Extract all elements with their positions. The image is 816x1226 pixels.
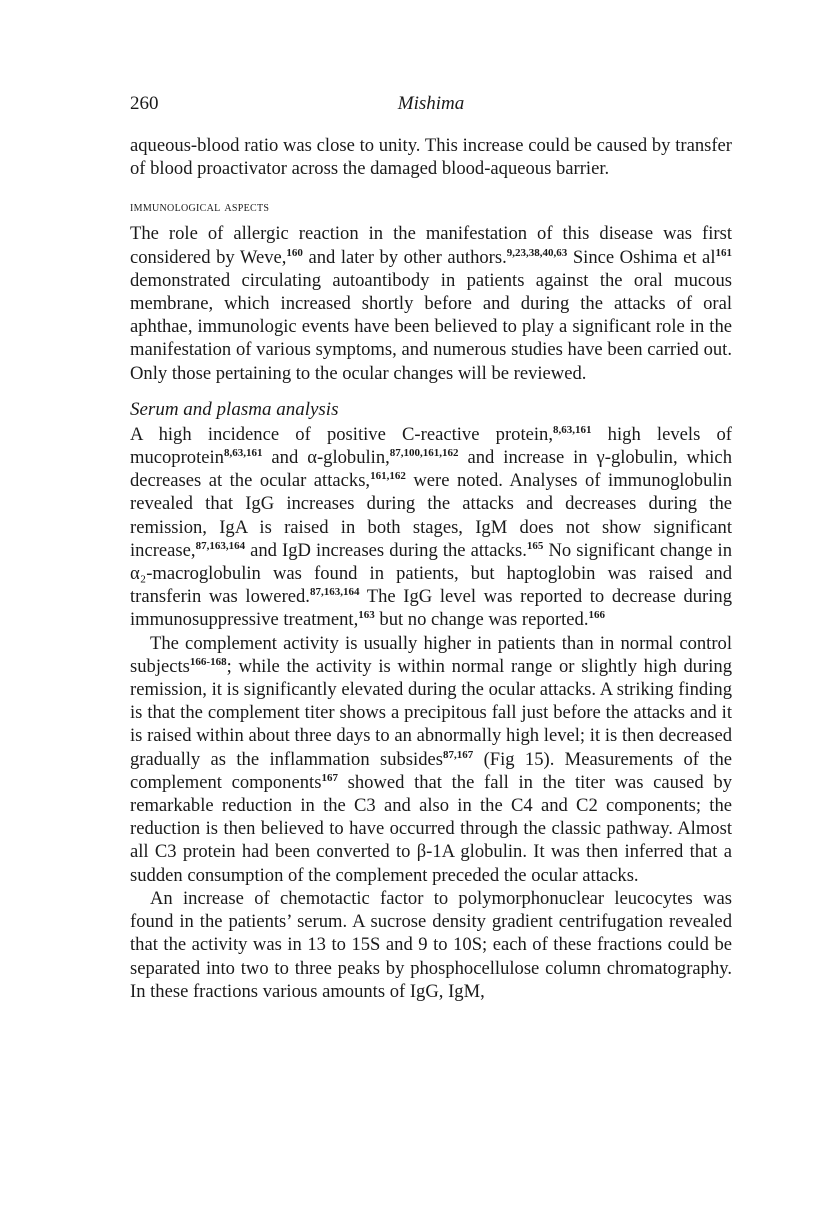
reference-superscript: 163 [358,609,375,622]
reference-superscript: 87,100,161,162 [389,446,459,459]
running-head [130,88,732,118]
text-run: and IgD increases during the attacks. [245,539,527,561]
reference-superscript: 87,163,164 [309,586,360,599]
reference-superscript: 161,162 [370,470,406,483]
paragraph-serum-analysis [130,423,732,632]
paragraph-complement-activity [130,632,732,887]
paragraph-immunological-intro [130,222,732,384]
running-title: Mishima [397,93,465,114]
text-run: demonstrated circulating autoantibody in patients against the oral mucous membrane, which increased shortly before and during the attacks of oral aphthae, immunologic events have been believed to play a significant role in the manifestation of various symptoms, and numerous studies have been carried out. Only those pertaining to the ocular changes will be reviewed. [130,269,732,384]
reference-superscript: 8,63,161 [223,446,263,459]
section-heading: immunological aspects [130,200,270,216]
reference-superscript: 165 [526,539,544,552]
reference-superscript: 166 [588,609,606,622]
text-run: Since Oshima et al [567,246,716,268]
text-run: but no change was reported. [374,609,589,631]
text-run: No significant change in α₂-macroglobulin was found in patients, but haptoglobin was raised and transferin was lowered. [130,539,732,608]
page [130,88,732,1003]
reference-superscript: 8,63,161 [552,423,592,436]
text-run: and α-globulin, [262,447,390,469]
text-run: ; while the activity is within normal range or slightly high during remission, it is significantly elevated during the ocular attacks. A striking finding is that the complement titer shows a precipitous fall just before the attacks and it is raised within about three days to an abnormally high level; it is then decreased gradually as the inflammation subsides [130,655,732,770]
reference-superscript: 9,23,38,40,63 [506,246,568,259]
reference-superscript: 160 [286,246,303,259]
paragraph-chemotactic-factor: An increase of chemotactic factor to polymorphonuclear leucocytes was found in the patients’ serum. A sucrose density gradient centrifugation revealed that the activity was in 13 to 15S and 9 to 10S; each of these fractions could be separated into two to three peaks by phosphocellulose column chromatography. In these fractions various amounts of IgG, IgM, [130,887,732,1002]
text-run: The complement activity is usually higher in patients than in normal control subjects [130,632,732,677]
text-run: high levels of mucoprotein [130,423,732,469]
text-run: were noted. Analyses of immunoglobulin revealed that IgG increases during the attacks and decreases during the remission, IgA is raised in both stages, IgM does not show significant increase, [130,470,732,561]
reference-superscript: 87,167 [442,748,474,761]
reference-superscript: 87,163,164 [195,539,246,552]
reference-superscript: 167 [321,771,338,784]
text-run: The role of allergic reaction in the manifestation of this disease was first considered by Weve, [130,223,732,268]
text-run: A high incidence of positive C-reactive protein, [130,423,553,445]
text-run: and later by other authors. [302,246,507,268]
reference-superscript: 161 [715,246,732,259]
text-run: The IgG level was reported to decrease during immunosuppressive treatment, [130,586,733,631]
text-run: showed that the fall in the titer was caused by remarkable reduction in the C3 and also in the C4 and C2 components; the reduction is then believed to have occurred through the classic pathway. Almost all C3 protein had been converted to β-1A globulin. It was then inferred that a sudden consumption of the complement preceded the ocular attacks. [130,771,732,886]
text-run: and increase in γ-globulin, which decreases at the ocular attacks, [130,447,732,492]
subsection-heading: Serum and plasma analysis [130,398,339,420]
text-run: (Fig 15). Measurements of the complement components [130,748,732,793]
page-number: 260 [130,93,159,114]
paragraph-continuation: aqueous-blood ratio was close to unity. This increase could be caused by transfer of blood proactivator across the damaged blood-aqueous barrier. [130,135,732,180]
reference-superscript: 166-168 [189,655,227,668]
